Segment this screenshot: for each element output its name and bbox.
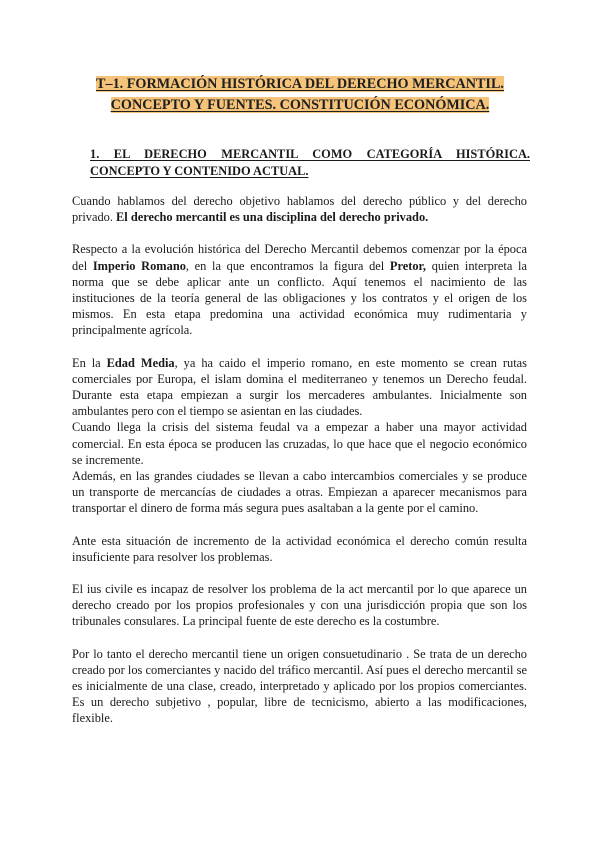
paragraph-6: Ante esta situación de incremento de la actividad económica el derecho común resulta insuficiente para resolver los problemas.: [72, 533, 527, 564]
title-line-2: CONCEPTO Y FUENTES. CONSTITUCIÓN ECONÓMICA.: [110, 97, 490, 113]
paragraph-4: Cuando llega la crisis del sistema feudal va a empezar a haber una mayor actividad comercial. En esta época se producen las cruzadas, lo que hace que el negocio económico se incremente.: [72, 420, 527, 467]
p3-bold-edad-media: Edad Media: [106, 355, 175, 370]
paragraph-5: Además, en las grandes ciudades se llevan a cabo intercambios comerciales y se produce un transporte de mercancías de ciudades a otras. Empiezan a aparecer mecanismos para transportar el dinero de forma más segura pues asaltaban a la gente por el camino.: [72, 469, 527, 516]
p3-text-a: En la: [72, 355, 107, 370]
p3-text-c: , ya ha caido el imperio romano, en este momento se crean rutas comerciales por Europa, el islam domina el mediterraneo y tenemos un Derecho feudal. Durante esta etapa empiezan a surgir los mercaderes ambulantes. Inicialmente son ambulantes pero con el tiempo se asientan en las ciudades.: [72, 355, 527, 419]
paragraph-1: [72, 193, 527, 225]
section-1-heading: 1. EL DERECHO MERCANTIL COMO CATEGORÍA HISTÓRICA. CONCEPTO Y CONTENIDO ACTUAL.: [90, 147, 530, 178]
p1-text: Cuando hablamos del derecho objetivo hablamos del derecho público y del derecho privado.: [72, 194, 527, 225]
paragraph-8: Por lo tanto el derecho mercantil tiene un origen consuetudinario . Se trata de un derecho creado por los comerciantes y nacido del tráfico mercantil. Así pues el derecho mercantil se es inicialmente de una clase, creado, interpretado y aplicado por los propios comerciantes. Es un derecho subjetivo , popular, libre de tecnicismo, abierto a las modificaciones, flexible.: [72, 646, 527, 726]
p2-text-c: , en la que encontramos la figura del: [185, 258, 390, 273]
p2-text-e: quien interpreta la norma que se debe aplicar ante un conflicto. Aquí tenemos el nacimiento de las instituciones de la teoría general de las obligaciones y los contratos y el origen de los mismos. En esta etapa predomina una actividad económica muy rudimentaria y principalmente agrícola.: [72, 258, 527, 338]
p2-bold-imperio: Imperio Romano: [92, 258, 186, 273]
document-body: [72, 193, 527, 743]
paragraph-3: [72, 355, 527, 420]
p2-bold-pretor: Pretor,: [389, 258, 427, 273]
title-line-1: T–1. FORMACIÓN HISTÓRICA DEL DERECHO MERCANTIL.: [96, 76, 504, 92]
paragraph-7: El ius civile es incapaz de resolver los problema de la act mercantil por lo que aparece un derecho creado por los propios profesionales y con una jurisdicción propia que son los tribunales consulares. La principal fuente de este derecho es la costumbre.: [72, 582, 527, 629]
p1-bold: El derecho mercantil es una disciplina del derecho privado.: [116, 210, 429, 225]
document-title: [60, 74, 540, 116]
p2-text-a: Respecto a la evolución histórica del Derecho Mercantil debemos comenzar por la época del: [72, 242, 527, 273]
paragraph-2: [72, 241, 527, 338]
